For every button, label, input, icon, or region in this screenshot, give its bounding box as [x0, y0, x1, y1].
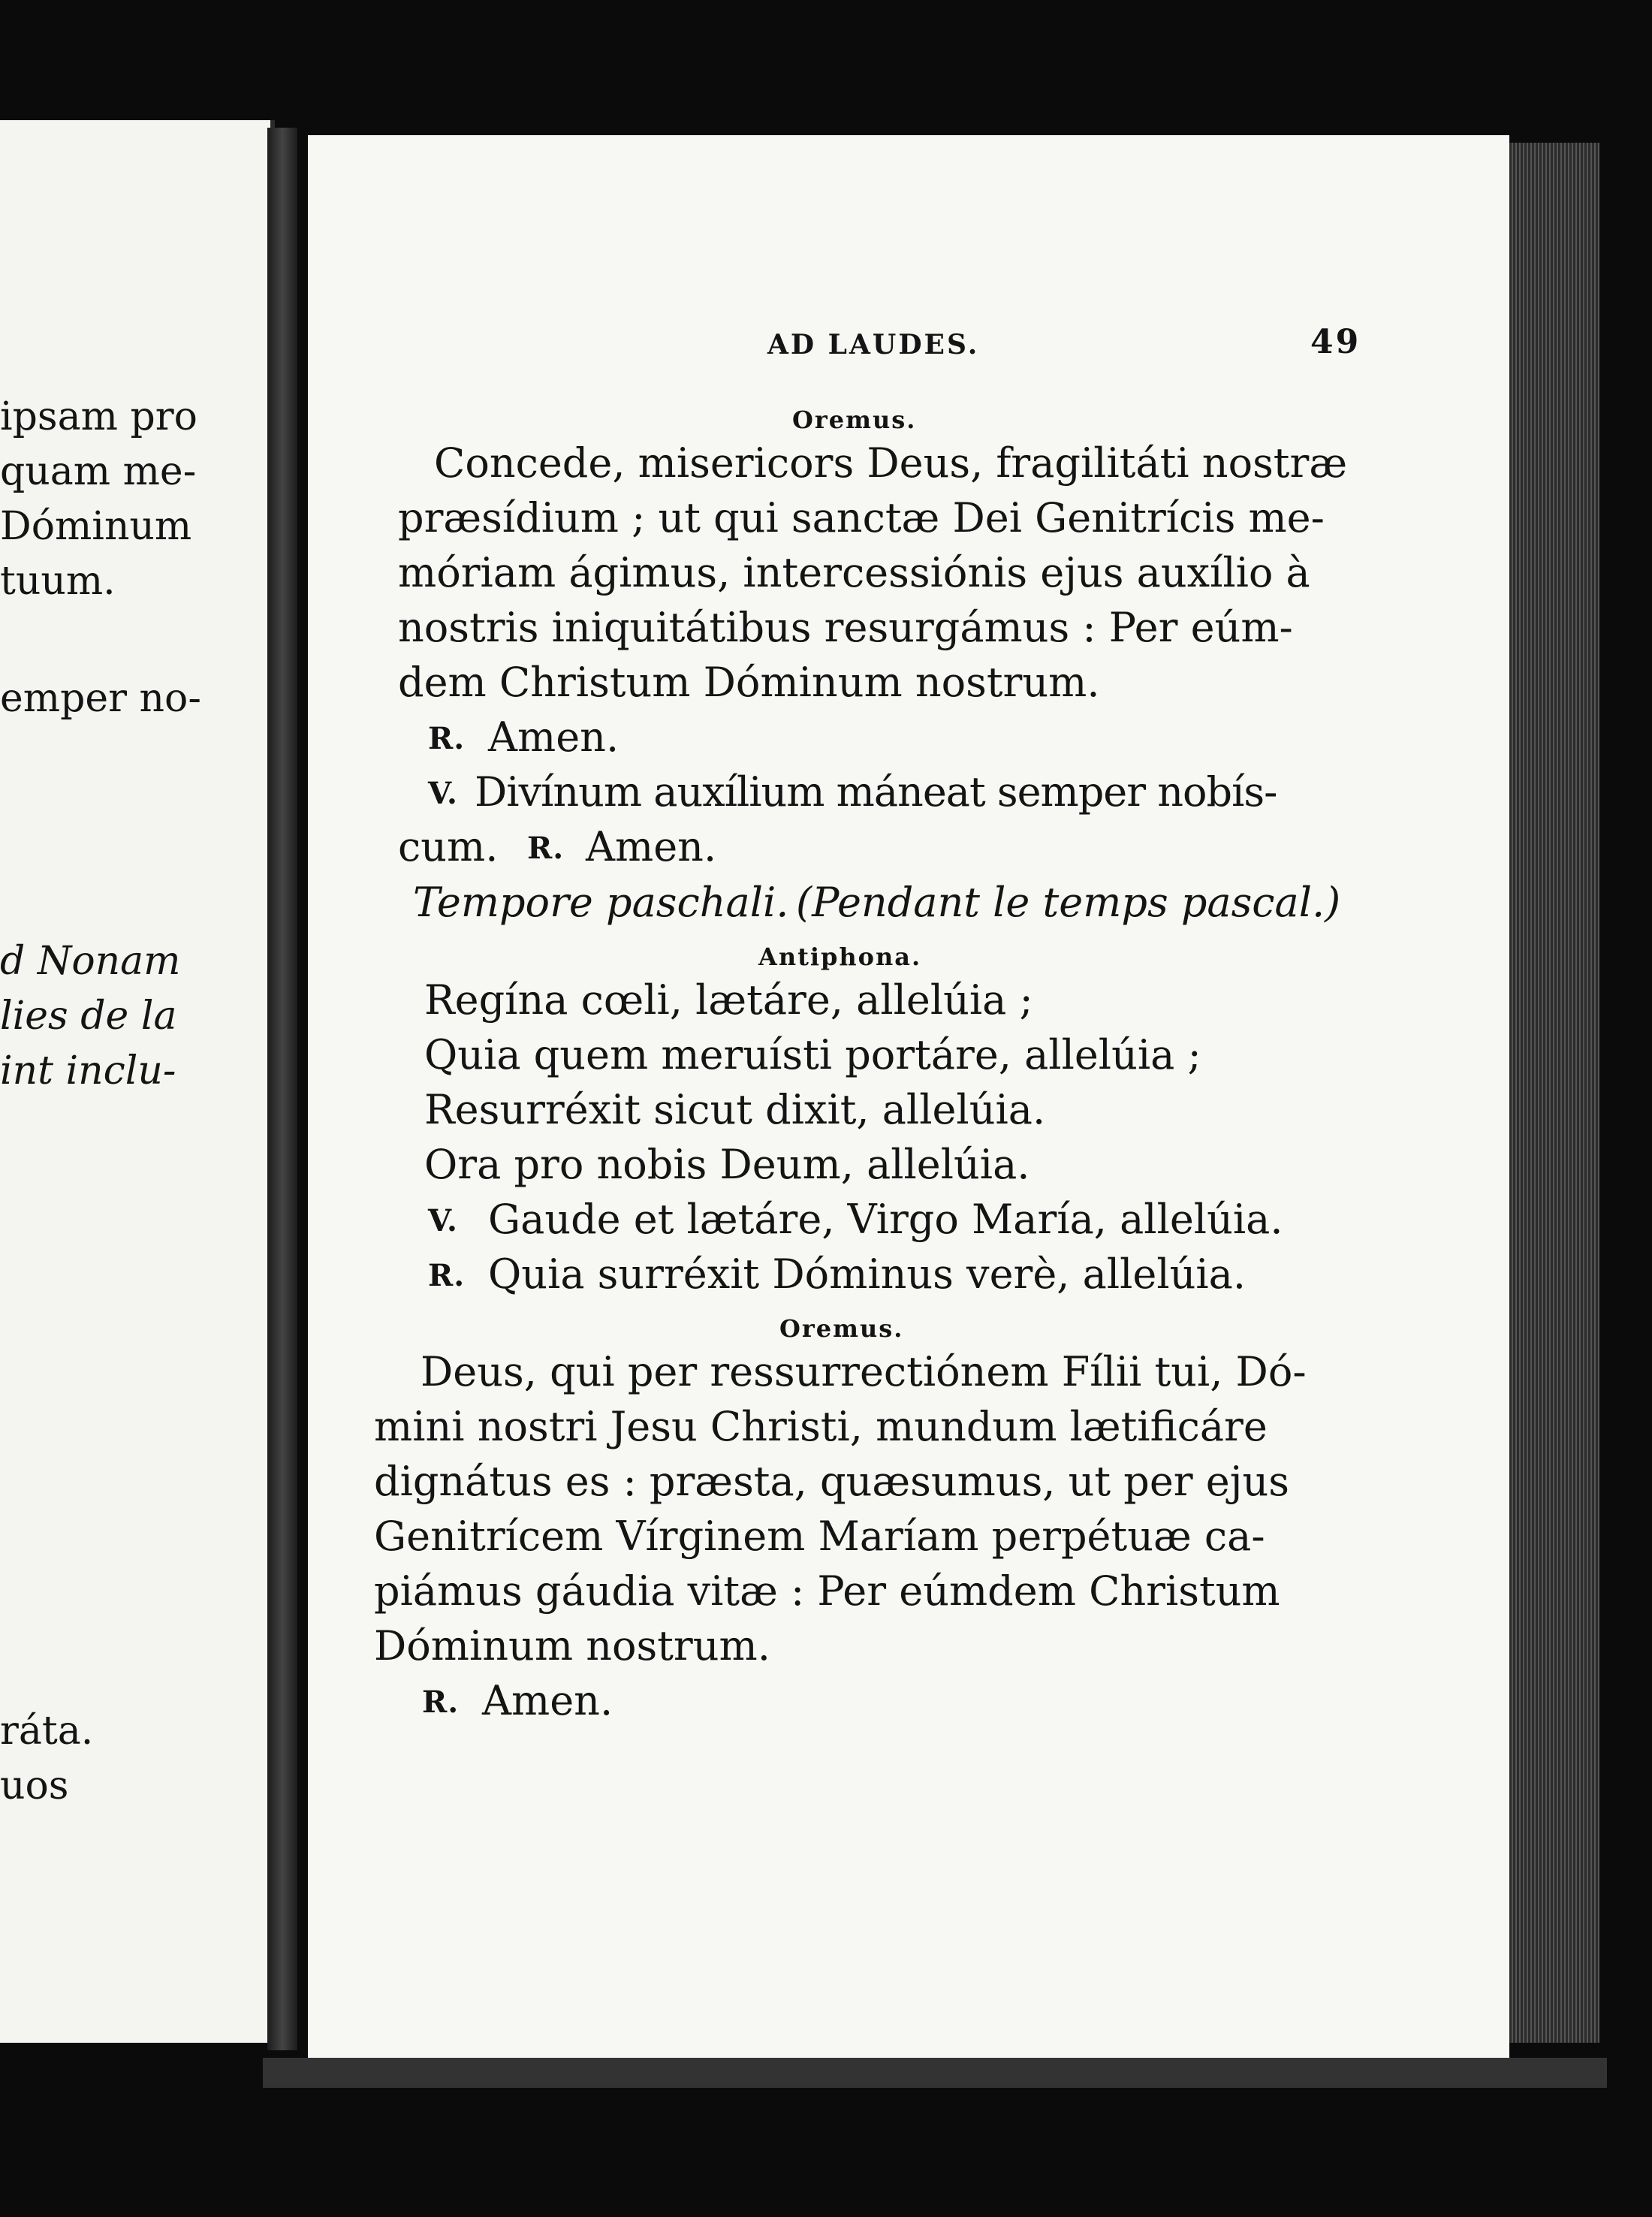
book-gutter — [267, 128, 297, 2050]
response-mark: R. — [428, 1258, 466, 1293]
prayer-line: Genitrícem Vírginem Maríam perpétuæ ca- — [374, 1513, 1265, 1560]
right-page — [308, 135, 1509, 2058]
prayer-line: piámus gáudia vitæ : Per eúmdem Christum — [374, 1567, 1280, 1615]
left-page-line: Dóminum — [0, 504, 192, 549]
left-page-line: d Nonam — [0, 939, 181, 984]
left-page-line: ipsam pro — [0, 394, 197, 439]
versicle-mark: V. — [428, 1203, 458, 1238]
prayer-line: móriam ágimus, intercessiónis ejus auxílio à — [398, 549, 1310, 596]
antiphon-line: Resurréxit sicut dixit, allelúia. — [424, 1086, 1046, 1133]
antiphon-line: Quia quem meruísti portáre, allelúia ; — [424, 1031, 1201, 1078]
response-mark: R. — [428, 721, 466, 756]
left-page — [0, 120, 275, 2043]
prayer-line: mini nostri Jesu Christi, mundum lætificáre — [374, 1403, 1268, 1450]
section-heading-oremus: Oremus. — [792, 406, 917, 434]
response-text: Amen. — [586, 823, 717, 870]
prayer-line: Dóminum nostrum. — [374, 1622, 770, 1670]
versicle-continuation: cum. — [398, 823, 499, 870]
prayer-line: præsídium ; ut qui sanctæ Dei Genitrícis me- — [398, 494, 1325, 541]
response-text: Amen. — [482, 1677, 613, 1724]
section-heading-oremus: Oremus. — [779, 1314, 904, 1343]
response-mark: R. — [422, 1685, 460, 1720]
prayer-line: Deus, qui per ressurrectiónem Fílii tui, Dó- — [421, 1348, 1307, 1395]
rubric-tempore-paschali: Tempore paschali. — [413, 879, 789, 926]
left-page-line: int inclu- — [0, 1048, 176, 1093]
left-page-line: lies de la — [0, 994, 177, 1039]
prayer-line: nostris iniquitátibus resurgámus : Per eúm- — [398, 604, 1293, 651]
prayer-line: dem Christum Dóminum nostrum. — [398, 659, 1100, 706]
book-bottom-edge — [263, 2058, 1607, 2088]
versicle-text: Divínum auxílium máneat semper nobís- — [475, 768, 1277, 816]
left-page-line: emper no- — [0, 676, 201, 721]
page-number: 49 — [1310, 323, 1361, 361]
prayer-line: Concede, misericors Deus, fragilitáti nostræ — [434, 439, 1348, 487]
section-heading-antiphona: Antiphona. — [758, 943, 922, 971]
left-page-line: uos — [0, 1763, 69, 1808]
left-page-line: tuum. — [0, 559, 116, 604]
running-title: AD LAUDES. — [767, 329, 980, 360]
antiphon-line: Regína cœli, lætáre, allelúia ; — [424, 976, 1033, 1024]
response-text: Quia surréxit Dóminus verè, allelúia. — [488, 1250, 1246, 1298]
page-edges — [1509, 143, 1599, 2043]
versicle-text: Gaude et lætáre, Virgo María, allelúia. — [488, 1196, 1283, 1243]
rubric-french-translation: (Pendant le temps pascal.) — [796, 879, 1341, 926]
antiphon-line: Ora pro nobis Deum, allelúia. — [424, 1141, 1030, 1188]
versicle-mark: V. — [428, 776, 458, 811]
response-text: Amen. — [488, 713, 620, 761]
response-mark: R. — [527, 831, 565, 866]
left-page-line: quam me- — [0, 449, 197, 494]
prayer-line: dignátus es : præsta, quæsumus, ut per ejus — [374, 1458, 1289, 1505]
left-page-line: ráta. — [0, 1709, 94, 1754]
